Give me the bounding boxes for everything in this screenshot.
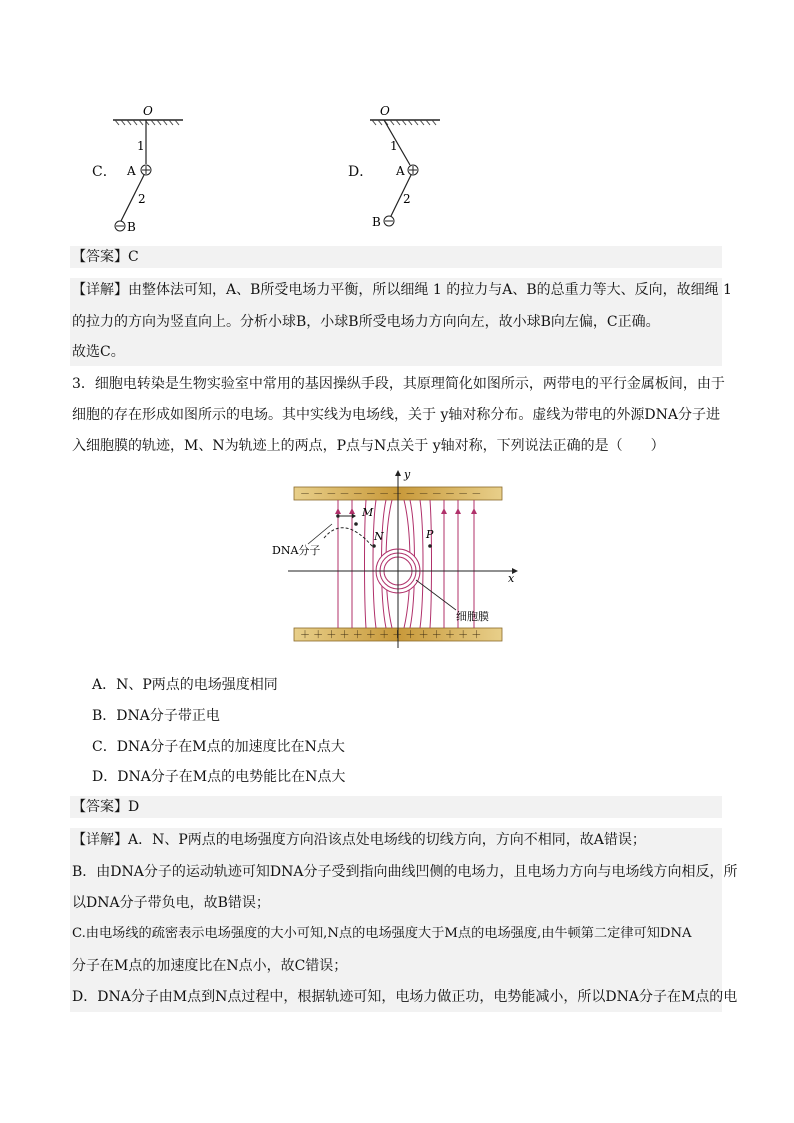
answer-block-1 <box>70 246 722 268</box>
point-o-label: O <box>143 104 153 118</box>
question-3-line-2: 细胞的存在形成如图所示的电场。其中实线为电场线，关于 y轴对称分布。虚线为带电的外源DNA分子进 <box>72 407 720 423</box>
detail-2-line-3: 以DNA分子带负电，故B错误； <box>72 895 270 911</box>
detail-2-line-2: B．由DNA分子的运动轨迹可知DNA分子受到指向曲线凹侧的电场力，且电场力方向与电场线方向相反，所 <box>72 864 738 880</box>
detail-1-line-1: 【详解】由整体法可知，A、B所受电场力平衡，所以细绳 1 的拉力与A、B的总重力等大、反向，故细绳 1 <box>72 282 732 298</box>
rope-1-label: 1 <box>390 139 398 153</box>
dna-label: DNA分子 <box>272 544 321 557</box>
detail-1-line-2: 的拉力的方向为竖直向上。分析小球B，小球B所受电场力方向向左，故小球B向左偏，C正确。 <box>72 314 660 330</box>
detail-2-line-4: C.由电场线的疏密表示电场强度的大小可知,N点的电场强度大于M点的电场强度,由牛顿第二定律可知DNA <box>72 926 692 941</box>
detail-1-line-3: 故选C。 <box>72 344 125 360</box>
electric-field-figure <box>268 468 528 650</box>
x-axis-label: x <box>508 572 515 585</box>
rope-2-label: 2 <box>138 192 146 206</box>
rope-1-label: 1 <box>137 139 145 153</box>
ball-b-label: B <box>372 215 381 229</box>
detail-2-line-5: 分子在M点的加速度比在N点小，故C错误； <box>72 958 348 974</box>
bottom-plate-charges: ＋ ＋ ＋ ＋ ＋ ＋ ＋ ＋ ＋ ＋ ＋ ＋ ＋ ＋ <box>300 630 482 641</box>
option-c: C．DNA分子在M点的加速度比在N点大 <box>92 739 345 755</box>
point-o-label: O <box>380 104 390 118</box>
detail-2-line-6: D．DNA分子由M点到N点过程中，根据轨迹可知，电场力做正功，电势能减小，所以DNA分子在M点的电 <box>72 989 738 1005</box>
figure-option-d <box>362 100 462 235</box>
membrane-label: 细胞膜 <box>456 610 489 623</box>
ball-a-label: A <box>127 164 136 178</box>
question-3-line-1: 3．细胞电转染是生物实验室中常用的基因操纵手段，其原理简化如图所示，两带电的平行金属板间，由于 <box>72 376 725 392</box>
option-d-label: D． <box>348 164 374 180</box>
top-plate-charges: － － － － － － － － － － － － － － <box>300 489 482 500</box>
ball-a-label: A <box>396 164 405 178</box>
option-a: A．N、P两点的电场强度相同 <box>92 677 278 693</box>
point-m-label: M <box>362 506 374 519</box>
detail-block-2 <box>70 828 722 1012</box>
option-d: D．DNA分子在M点的电势能比在N点大 <box>92 769 346 785</box>
point-n-label: N <box>374 530 384 543</box>
answer-2: 【答案】D <box>72 799 140 815</box>
question-3-line-3: 入细胞膜的轨迹，M、N为轨迹上的两点，P点与N点关于 y轴对称，下列说法正确的是（ ） <box>72 438 665 454</box>
answer-1: 【答案】C <box>72 249 139 265</box>
point-p-label: P <box>426 528 434 541</box>
ball-b-label: B <box>127 220 136 234</box>
answer-block-2 <box>70 796 722 818</box>
y-axis-label: y <box>404 468 411 481</box>
option-b: B．DNA分子带正电 <box>92 708 220 724</box>
option-c-label: C． <box>92 164 117 180</box>
detail-2-line-1: 【详解】A．N、P两点的电场强度方向沿该点处电场线的切线方向，方向不相同，故A错误； <box>72 832 646 848</box>
rope-2-label: 2 <box>403 192 411 206</box>
figure-option-c <box>105 100 205 240</box>
